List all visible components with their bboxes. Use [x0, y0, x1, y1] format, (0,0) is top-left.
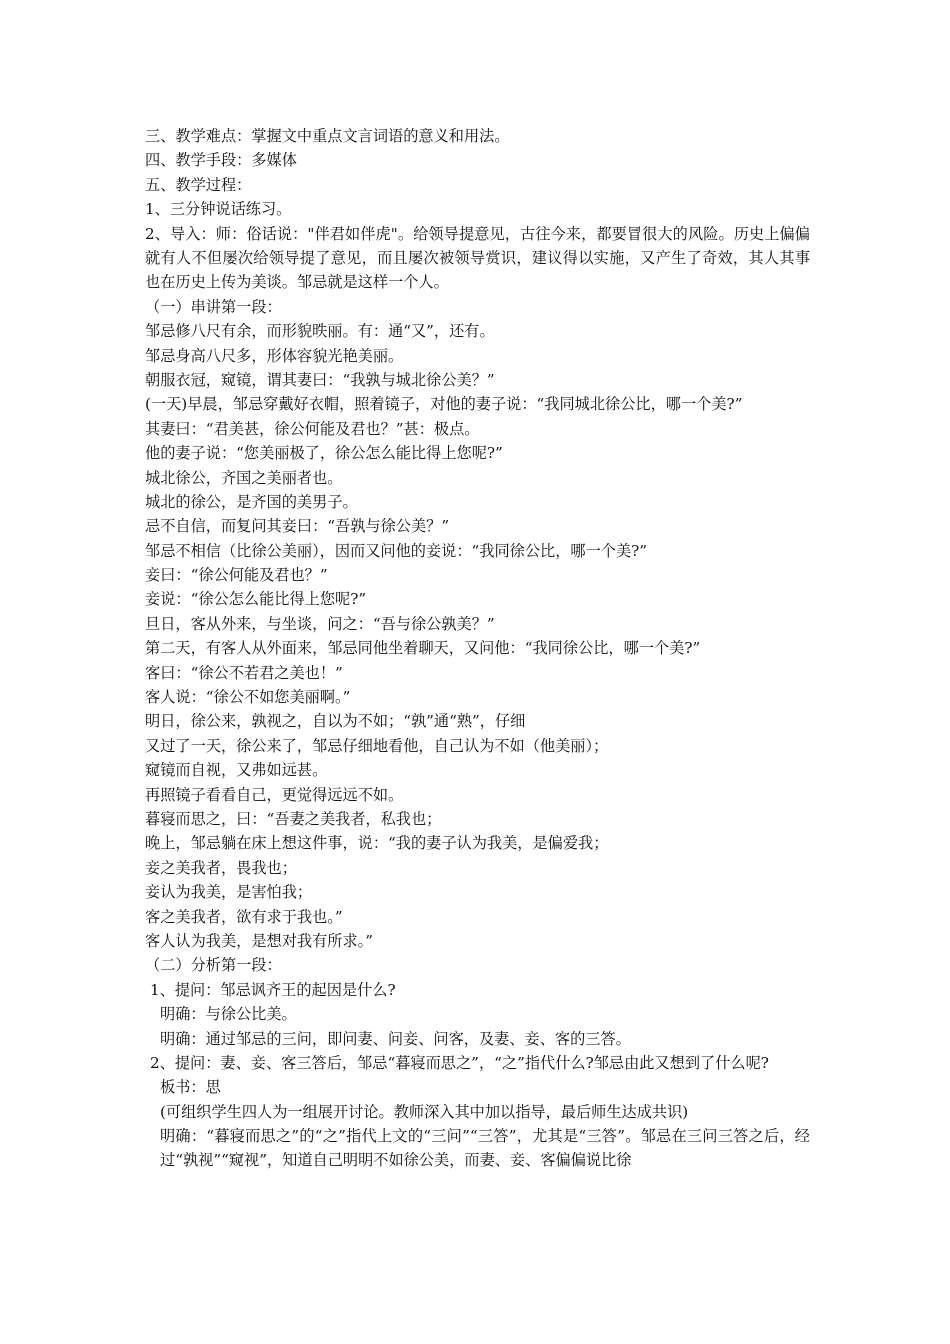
- text-line: 晚上，邹忌躺在床上想这件事，说：“我的妻子认为我美，是偏爱我；: [145, 834, 609, 853]
- discussion-note: (可组织学生四人为一组展开讨论。教师深入其中加以指导，最后师生达成共识): [160, 1102, 689, 1121]
- text-line: 其妻曰：“君美甚，徐公何能及君也？”甚：极点。: [145, 419, 480, 438]
- heading-teaching-difficulty: 三、教学难点：掌握文中重点文言词语的意义和用法。: [145, 127, 510, 145]
- text-line: 第二天，有客人从外面来，邹忌同他坐着聊天，又问他：“我同徐公比，哪一个美?”: [145, 639, 701, 658]
- blackboard-note: 板书：思: [160, 1078, 221, 1097]
- answer-paragraph: 明确：“暮寝而思之”的“之”指代上文的“三问”“三答”，尤其是“三答”。邹忌在三问三答之后，经过“孰视”“窥视”，知道自己明明不如徐公美，而妻、妾、客偏偏说比徐: [160, 1127, 810, 1170]
- text-line: 朝服衣冠，窥镜，谓其妻曰：“我孰与城北徐公美？”: [145, 370, 495, 389]
- text-line: 客人说：“徐公不如您美丽啊。”: [145, 688, 351, 707]
- text-line: 邹忌身高八尺多，形体容貌光艳美丽。: [145, 346, 404, 365]
- text-line: 妾曰：“徐公何能及君也？”: [145, 566, 328, 585]
- text-line: 明日，徐公来，孰视之，自以为不如；“孰”通“熟”，仔细: [145, 712, 526, 731]
- text-line: 客曰：“徐公不若君之美也！”: [145, 663, 343, 682]
- section-heading-explain-first-paragraph: （一）串讲第一段：: [145, 297, 282, 316]
- text-line: 城北的徐公，是齐国的美男子。: [145, 492, 358, 511]
- question-2: 2、提问：妻、妾、客三答后，邹忌“暮寝而思之”，“之”指代什么?邹忌由此又想到了什么呢?: [150, 1053, 769, 1072]
- text-line: 他的妻子说：“您美丽极了，徐公怎么能比得上您呢?”: [145, 444, 503, 463]
- text-line: 暮寝而思之，曰：“吾妻之美我者，私我也；: [145, 809, 442, 828]
- text-line: 旦日，客从外来，与坐谈，问之：“吾与徐公孰美？”: [145, 614, 495, 633]
- question-1: 1、提问：邹忌讽齐王的起因是什么?: [150, 980, 396, 999]
- text-line: 妾之美我者，畏我也；: [145, 858, 297, 877]
- heading-teaching-means: 四、教学手段：多媒体: [145, 151, 297, 170]
- text-line: 窥镜而自视，又弗如远甚。: [145, 761, 328, 780]
- answer-line: 明确：与徐公比美。: [160, 1005, 297, 1024]
- text-line: 客人认为我美，是想对我有所求。”: [145, 931, 373, 950]
- text-line: 又过了一天，徐公来了，邹忌仔细地看他，自己认为不如（他美丽）；: [145, 736, 609, 755]
- text-line: 城北徐公，齐国之美丽者也。: [145, 468, 343, 487]
- step-introduction-paragraph: 2、导入：师：俗话说："伴君如伴虎"。给领导提意见，古往今来，都要冒很大的风险。历史上偏偏就有人不但屡次给领导提了意见，而且屡次被领导赏识，建议得以实施，又产生了奇效，其人其事也在历史上传为美谈。邹忌就是这样一个人。: [145, 224, 810, 292]
- text-line: 客之美我者，欲有求于我也。”: [145, 907, 343, 926]
- answer-line: 明确：通过邹忌的三问，即问妻、问妾、问客，及妻、妾、客的三答。: [160, 1029, 631, 1048]
- text-line: 忌不自信，而复问其妾曰：“吾孰与徐公美？”: [145, 517, 450, 536]
- text-line: 再照镜子看看自己，更觉得远远不如。: [145, 785, 404, 804]
- text-line: 妾认为我美，是害怕我；: [145, 883, 313, 902]
- text-line: 妾说：“徐公怎么能比得上您呢?”: [145, 590, 367, 609]
- step-speaking-practice: 1、三分钟说话练习。: [145, 200, 292, 219]
- section-heading-analyze-first-paragraph: （二）分析第一段：: [145, 956, 282, 975]
- text-line: 邹忌修八尺有余，而形貌昳丽。有：通“又”，还有。: [145, 322, 495, 341]
- heading-teaching-process: 五、教学过程：: [145, 175, 252, 194]
- text-line: (一天)早晨，邹忌穿戴好衣帽，照着镜子，对他的妻子说：“我同城北徐公比，哪一个美?”: [145, 395, 743, 414]
- document-body: [145, 124, 810, 1173]
- text-line: 邹忌不相信（比徐公美丽），因而又问他的妾说：“我同徐公比，哪一个美?”: [145, 541, 648, 560]
